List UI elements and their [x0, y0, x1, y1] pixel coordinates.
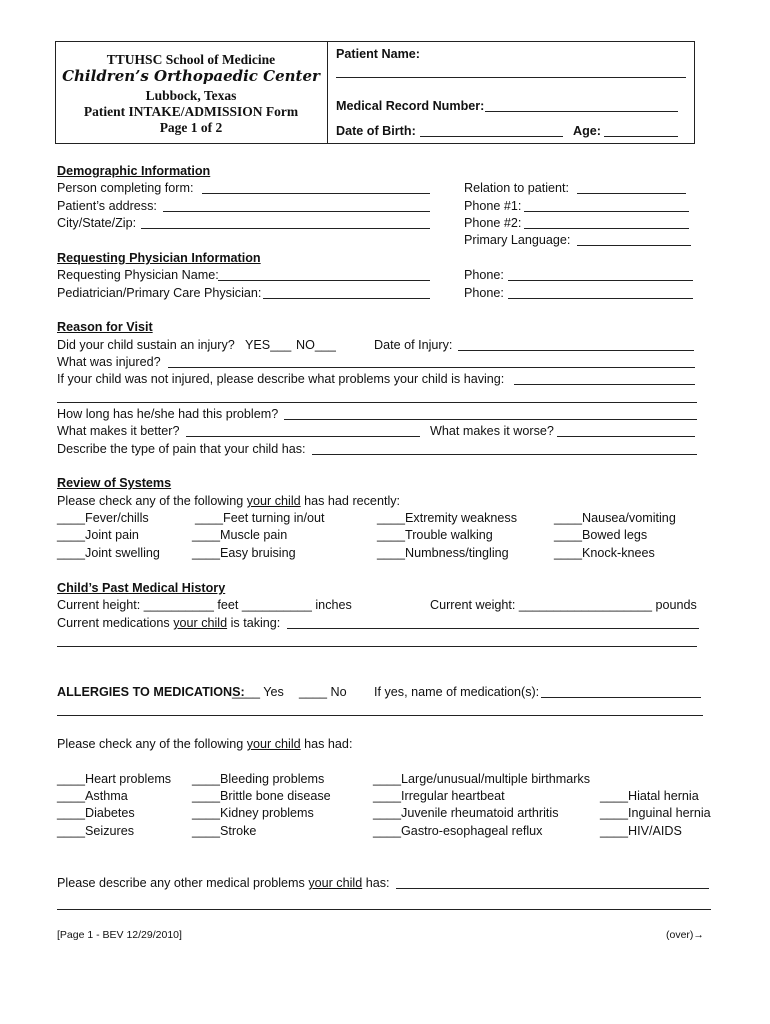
meds-label-a: Current medications [57, 616, 174, 630]
phone2-label: Phone #2: [464, 216, 522, 230]
pcp-phone-label: Phone: [464, 286, 504, 300]
footer-left: [Page 1 - BEV 12/29/2010] [57, 929, 182, 941]
had-prompt-a: Please check any of the following [57, 737, 247, 751]
age-field[interactable] [604, 136, 678, 137]
pain-type-label: Describe the type of pain that your child has: [57, 442, 306, 456]
address-field[interactable] [163, 211, 430, 212]
pain-type-field[interactable] [312, 454, 697, 455]
relation-label: Relation to patient: [464, 181, 570, 195]
meds-field[interactable] [287, 628, 699, 629]
how-long-field[interactable] [284, 419, 697, 420]
had-item-arthritis[interactable]: ____Juvenile rheumatoid arthritis [373, 806, 559, 820]
had-item-heartbeat[interactable]: ____Irregular heartbeat [373, 789, 505, 803]
pcp-field[interactable] [263, 298, 430, 299]
ros-item-muscle-pain[interactable]: ____Muscle pain [192, 528, 288, 542]
school-name: TTUHSC School of Medicine [106, 52, 276, 67]
had-item-hiatal-hernia[interactable]: ____Hiatal hernia [600, 789, 699, 803]
how-long-label: How long has he/she had this problem? [57, 407, 279, 421]
meds-field-line2[interactable] [57, 646, 697, 647]
language-field[interactable] [577, 245, 691, 246]
had-item-hiv[interactable]: ____HIV/AIDS [600, 824, 682, 838]
ros-title: Review of Systems [57, 476, 172, 490]
had-item-birthmarks[interactable]: ____Large/unusual/multiple birthmarks [373, 772, 591, 786]
meds-label [57, 616, 280, 630]
better-field[interactable] [186, 436, 420, 437]
ros-prompt [57, 494, 400, 508]
ros-item-bruising[interactable]: ____Easy bruising [192, 546, 296, 560]
what-injured-label: What was injured? [57, 355, 161, 369]
other-label-b: your child [308, 876, 363, 890]
had-item-brittle-bone[interactable]: ____Brittle bone disease [192, 789, 331, 803]
had-item-stroke[interactable]: ____Stroke [192, 824, 257, 838]
height-field[interactable]: Current height: __________ feet __________ inches [57, 598, 352, 612]
physician-name-label: Requesting Physician Name: [57, 268, 219, 282]
other-field-line2[interactable] [57, 909, 711, 910]
physician-name-field[interactable] [218, 280, 430, 281]
worse-field[interactable] [557, 436, 695, 437]
other-label-a: Please describe any other medical problems [57, 876, 309, 890]
not-injured-field-line2[interactable] [57, 402, 697, 403]
patient-name-field[interactable] [336, 77, 686, 78]
injury-question: Did your child sustain an injury? [57, 338, 235, 352]
ros-item-joint-pain[interactable]: ____Joint pain [57, 528, 139, 542]
mrn-field[interactable] [485, 111, 678, 112]
had-item-inguinal-hernia[interactable]: ____Inguinal hernia [600, 806, 711, 820]
mrn-label: Medical Record Number: [336, 99, 485, 113]
ros-item-joint-swelling[interactable]: ____Joint swelling [57, 546, 160, 560]
other-field[interactable] [396, 888, 709, 889]
person-completing-field[interactable] [202, 193, 430, 194]
age-label: Age: [573, 124, 601, 138]
ros-item-numbness[interactable]: ____Numbness/tingling [377, 546, 509, 560]
physician-phone-label: Phone: [464, 268, 504, 282]
ros-item-nausea[interactable]: ____Nausea/vomiting [554, 511, 676, 525]
had-item-diabetes[interactable]: ____Diabetes [57, 806, 135, 820]
allergy-meds-label: If yes, name of medication(s): [374, 685, 540, 699]
person-completing-label: Person completing form: [57, 181, 194, 195]
meds-label-b: your child [173, 616, 228, 630]
ros-item-trouble-walking[interactable]: ____Trouble walking [377, 528, 493, 542]
phone1-label: Phone #1: [464, 199, 522, 213]
ros-item-feet[interactable]: ____Feet turning in/out [195, 511, 325, 525]
allergies-no-option[interactable]: ____ No [299, 685, 347, 699]
better-label: What makes it better? [57, 424, 180, 438]
allergies-label: ALLERGIES TO MEDICATIONS: [57, 685, 245, 699]
footer-over: (over)→ [666, 929, 704, 941]
physician-title: Requesting Physician Information [57, 251, 261, 265]
language-label: Primary Language: [464, 233, 571, 247]
ros-item-knock-knees[interactable]: ____Knock-knees [554, 546, 655, 560]
not-injured-field[interactable] [514, 384, 695, 385]
physician-phone-field[interactable] [508, 280, 693, 281]
demographic-title: Demographic Information [57, 164, 211, 178]
had-item-kidney[interactable]: ____Kidney problems [192, 806, 314, 820]
dob-field[interactable] [420, 136, 563, 137]
ros-item-weakness[interactable]: ____Extremity weakness [377, 511, 517, 525]
had-item-heart[interactable]: ____Heart problems [57, 772, 172, 786]
injury-yes-option[interactable]: YES___ [245, 338, 292, 352]
allergy-meds-field[interactable] [541, 697, 701, 698]
had-item-seizures[interactable]: ____Seizures [57, 824, 135, 838]
allergy-meds-field-line2[interactable] [57, 715, 703, 716]
not-injured-label: If your child was not injured, please describe what problems your child is having: [57, 372, 505, 386]
had-prompt-c: has had: [300, 737, 353, 751]
city: Lubbock, Texas [145, 88, 237, 103]
center-name: Children’s Orthopaedic Center [62, 67, 320, 85]
page-number: Page 1 of 2 [159, 120, 223, 135]
had-prompt-b: your child [246, 737, 301, 751]
worse-label: What makes it worse? [430, 424, 554, 438]
header-divider [327, 41, 328, 144]
history-title: Child’s Past Medical History [57, 581, 226, 595]
relation-field[interactable] [577, 193, 686, 194]
injury-no-option[interactable]: NO___ [296, 338, 336, 352]
had-item-bleeding[interactable]: ____Bleeding problems [192, 772, 325, 786]
meds-label-c: is taking: [227, 616, 281, 630]
ros-prompt-c: has had recently: [300, 494, 401, 508]
ros-prompt-a: Please check any of the following [57, 494, 247, 508]
injury-date-field[interactable] [458, 350, 694, 351]
other-label [57, 876, 390, 890]
ros-item-bowed-legs[interactable]: ____Bowed legs [554, 528, 648, 542]
weight-field[interactable]: Current weight: ___________________ pounds [430, 598, 697, 612]
address-label: Patient’s address: [57, 199, 157, 213]
ros-item-fever[interactable]: ____Fever/chills [57, 511, 149, 525]
ros-prompt-b: your child [246, 494, 301, 508]
phone2-field[interactable] [524, 228, 689, 229]
allergies-yes-option[interactable]: ____ Yes [232, 685, 284, 699]
form-title: Patient INTAKE/ADMISSION Form [83, 104, 299, 119]
had-item-asthma[interactable]: ____Asthma [57, 789, 128, 803]
dob-label: Date of Birth: [336, 124, 416, 138]
city-label: City/State/Zip: [57, 216, 137, 230]
pcp-phone-field[interactable] [508, 298, 693, 299]
injury-date-label: Date of Injury: [374, 338, 453, 352]
other-label-c: has: [362, 876, 390, 890]
patient-name-label: Patient Name: [336, 47, 420, 61]
what-injured-field[interactable] [168, 367, 695, 368]
phone1-field[interactable] [524, 211, 689, 212]
city-field[interactable] [141, 228, 430, 229]
reason-title: Reason for Visit [57, 320, 153, 334]
had-prompt [57, 737, 352, 751]
pcp-label: Pediatrician/Primary Care Physician: [57, 286, 262, 300]
had-item-reflux[interactable]: ____Gastro-esophageal reflux [373, 824, 543, 838]
